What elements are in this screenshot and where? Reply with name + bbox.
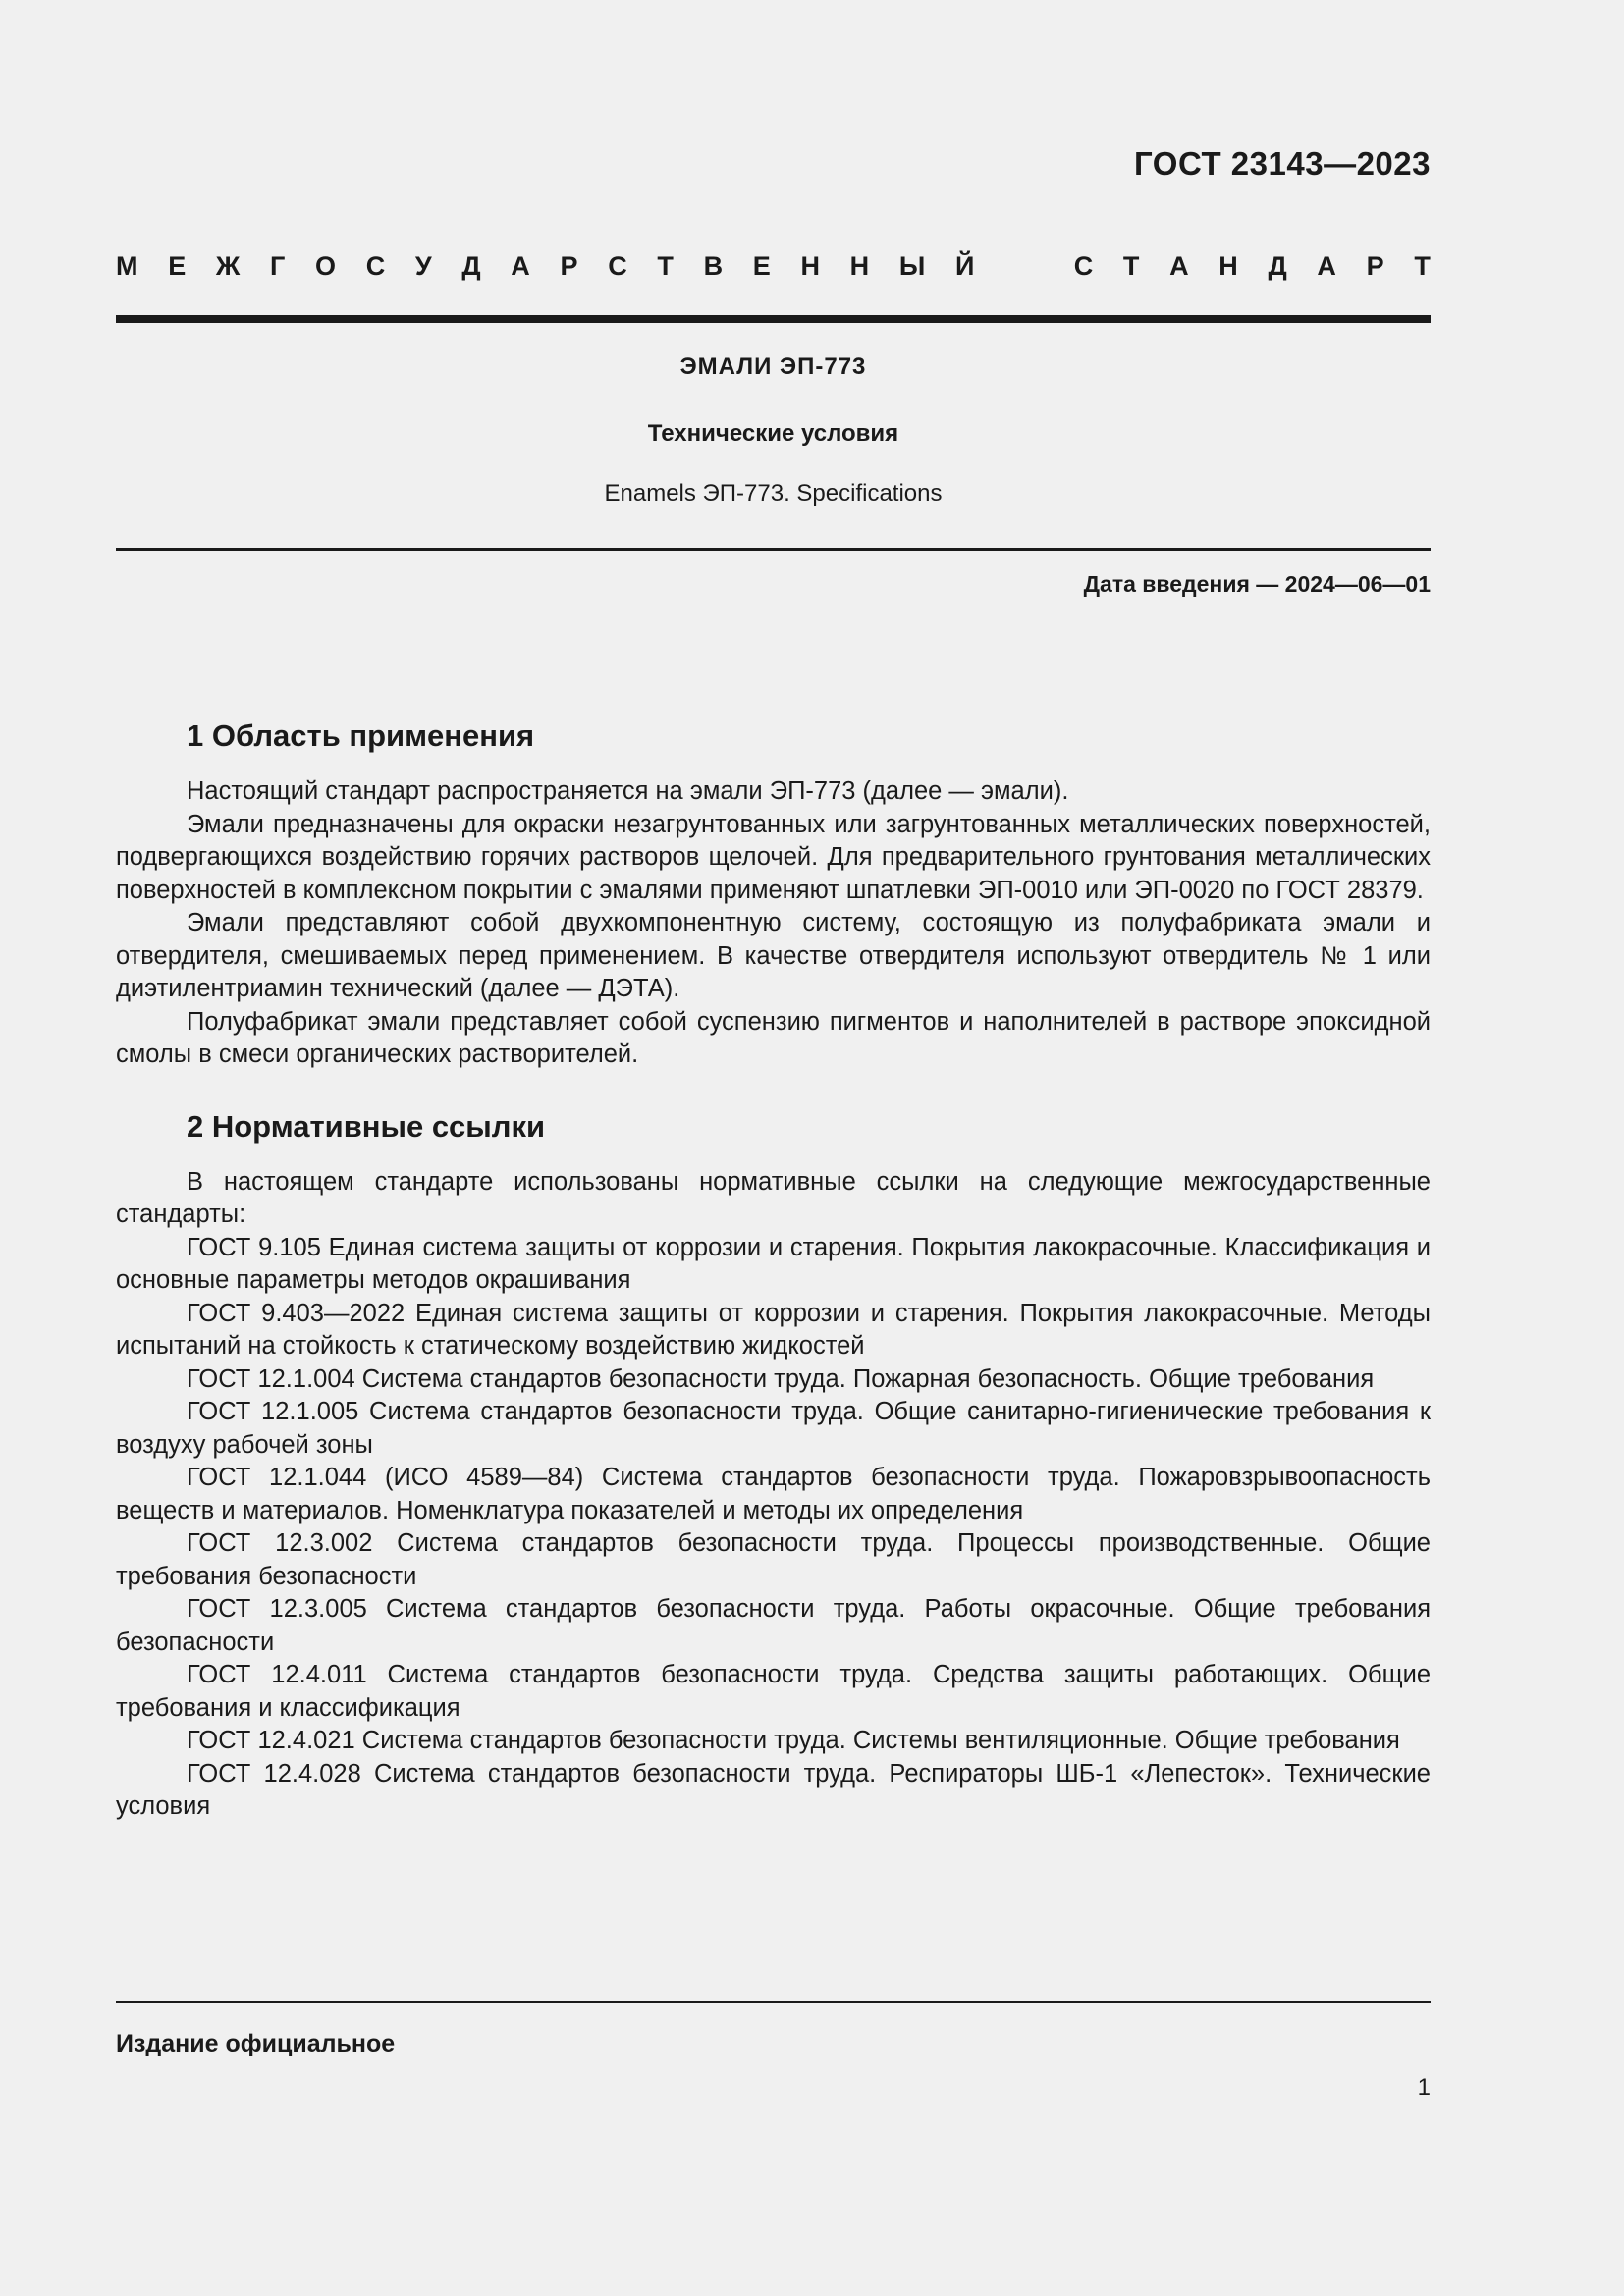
banner-letter: О [314,251,336,281]
banner-letter: Д [1268,251,1287,281]
banner-letter: С [1073,251,1094,281]
reference-item: ГОСТ 12.4.021 Система стандартов безопасности труда. Системы вентиляционные. Общие требования [187,1727,1400,1754]
section-heading-scope: 1 Область применения [187,719,535,753]
banner-word-gap [1004,251,1044,282]
document-title: ЭМАЛИ ЭП-773 [679,353,867,380]
paragraph: Эмали представляют собой двухкомпонентную систему, состоящую из полуфабриката эмали и отвердителя, смешиваемых перед применением. В качестве отвердителя используют отвердитель № 1 или диэтилентриамин технический (далее — ДЭТА). [116,909,1431,1002]
banner-letter: Т [657,251,674,281]
paragraph: Полуфабрикат эмали представляет собой суспензию пигментов и наполнителей в растворе эпоксидной смолы в смеси органических растворителей. [116,1007,1431,1068]
paragraph: Настоящий стандарт распространяется на эмали ЭП-773 (далее — эмали). [187,777,1069,805]
banner-letter: Р [1366,251,1384,281]
banner-letter: Ж [215,251,241,281]
reference-item: ГОСТ 12.1.044 (ИСО 4589—84) Система стандартов безопасности труда. Пожаровзрывоопасность веществ и материалов. Номенклатура показателей и методы их определения [116,1464,1431,1524]
banner-letter: А [511,251,530,281]
banner-letter: Н [849,251,870,281]
reference-item: ГОСТ 12.1.004 Система стандартов безопасности труда. Пожарная безопасность. Общие требования [187,1364,1375,1393]
banner-letter: С [365,251,386,281]
banner-letter: Ы [898,251,926,281]
document-subtitle: Технические условия [647,420,899,447]
footer-divider [116,2001,1431,2003]
banner-letter: А [1169,251,1189,281]
reference-item: ГОСТ 9.105 Единая система защиты от коррозии и старения. Покрытия лакокрасочные. Классификация и основные параметры методов окрашивания [116,1233,1431,1294]
document-page [116,0,1431,2296]
official-edition-label: Издание официальное [116,2030,396,2057]
reference-item: ГОСТ 12.1.005 Система стандартов безопасности труда. Общие санитарно-гигиенические требования к воздуху рабочей зоны [116,1398,1431,1459]
title-divider [116,548,1431,551]
introduction-date: Дата введения — 2024—06—01 [1083,571,1431,597]
banner-letter: Е [168,251,187,281]
banner-letter: Г [269,251,286,281]
banner-letter: Т [1414,251,1431,281]
reference-item: ГОСТ 12.3.002 Система стандартов безопасности труда. Процессы производственные. Общие требования безопасности [116,1529,1431,1590]
paragraph: В настоящем стандарте использованы нормативные ссылки на следующие межгосударственные стандарты: [116,1167,1431,1228]
banner-letter: Н [1218,251,1238,281]
banner-letter: У [414,251,432,281]
banner-letter: Н [800,251,820,281]
reference-item: ГОСТ 9.403—2022 Единая система защиты от коррозии и старения. Покрытия лакокрасочные. Методы испытаний на стойкость к статическому воздействию жидкостей [116,1299,1431,1360]
header-divider [116,315,1431,323]
standard-banner [116,251,1431,282]
document-number: ГОСТ 23143—2023 [1134,145,1431,182]
banner-letter: Й [954,251,975,281]
page-number: 1 [1417,2074,1431,2101]
document-body [116,713,1431,1824]
reference-item: ГОСТ 12.3.005 Система стандартов безопасности труда. Работы окрасочные. Общие требования безопасности [116,1595,1431,1656]
banner-letter: М [116,251,138,281]
banner-letter: Т [1122,251,1140,281]
banner-letter: А [1317,251,1336,281]
banner-letter: Д [461,251,481,281]
banner-letter: Р [560,251,578,281]
paragraph: Эмали предназначены для окраски незагрунтованных или загрунтованных металлических поверхностей, подвергающихся воздействию горячих растворов щелочей. Для предварительного грунтования металлических поверхностей в комплексном покрытии с эмалями применяют шпатлевки ЭП-0010 или ЭП-0020 по ГОСТ 28379. [116,810,1431,904]
banner-letter: С [608,251,627,281]
banner-letter: В [703,251,724,281]
reference-item: ГОСТ 12.4.028 Система стандартов безопасности труда. Респираторы ШБ-1 «Лепесток». Технические условия [116,1759,1431,1820]
banner-letter: Е [752,251,771,281]
english-title: Enamels ЭП-773. Specifications [604,480,943,507]
section-heading-normative-references: 2 Нормативные ссылки [187,1108,546,1144]
reference-item: ГОСТ 12.4.011 Система стандартов безопасности труда. Средства защиты работающих. Общие требования и классификация [116,1661,1431,1722]
